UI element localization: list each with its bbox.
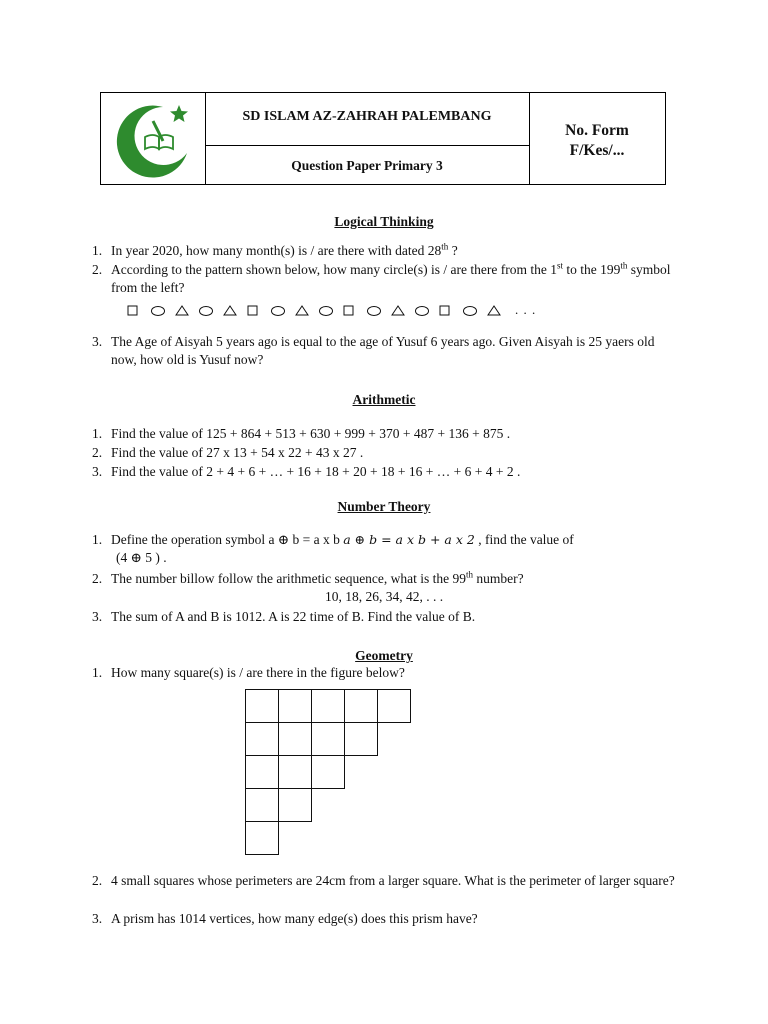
question-number: 2. (92, 262, 103, 277)
question-arithmetic-2 (92, 444, 682, 462)
superscript: th (441, 241, 449, 252)
pattern-circle (272, 307, 285, 316)
form-number-cell (529, 93, 665, 184)
form-label: No. Form (565, 122, 629, 139)
question-text-mid: to the 199 (563, 262, 621, 277)
question-logical-2 (92, 261, 682, 297)
question-text: The Age of Aisyah 5 years ago is equal to the age of Yusuf 6 years ago. Given Aisyah is 25 yaers old now, how old is Yusuf now? (111, 334, 655, 367)
question-geometry-3 (92, 910, 682, 928)
question-number: 1. (92, 532, 103, 547)
form-code: F/Kes/... (569, 142, 625, 159)
grid-cell (312, 756, 345, 789)
question-geometry-1 (92, 664, 682, 682)
question-number-theory-1 (92, 531, 682, 567)
question-number: 1. (92, 665, 103, 680)
superscript: th (620, 260, 628, 271)
question-text-line2: (4 ⊕ 5 ) . (116, 550, 167, 565)
question-text-end: number? (473, 571, 524, 586)
question-text: 4 small squares whose perimeters are 24cm from a larger square. What is the perimeter of larger square? (111, 873, 675, 888)
question-number-theory-3 (92, 608, 682, 626)
pattern-square (248, 306, 257, 315)
math-expression: a ⊕ b = a x b + a x 2 (343, 532, 475, 547)
section-title-geometry: Geometry (355, 648, 413, 663)
paper-title: Question Paper Primary 3 (291, 158, 443, 173)
pattern-circle (152, 307, 165, 316)
grid-cell (279, 690, 312, 723)
question-text: How many square(s) is / are there in the figure below? (111, 665, 405, 680)
grid-cell (279, 723, 312, 756)
question-number: 2. (92, 571, 103, 586)
question-text: A prism has 1014 vertices, how many edge(s) does this prism have? (111, 911, 478, 926)
question-text: Find the value of 27 x 13 + 54 x 22 + 43 x 27 . (111, 445, 364, 460)
pattern-circle (320, 307, 333, 316)
school-name: SD ISLAM AZ-ZAHRAH PALEMBANG (242, 109, 492, 124)
pattern-circle (416, 307, 429, 316)
question-number: 3. (92, 911, 103, 926)
superscript: st (556, 260, 563, 271)
question-geometry-2 (92, 872, 682, 890)
question-text: The number billow follow the arithmetic sequence, what is the 99 (111, 571, 467, 586)
arithmetic-sequence: 10, 18, 26, 34, 42, . . . (324, 589, 444, 604)
pattern-circle (368, 307, 381, 316)
question-text-end: ? (448, 243, 458, 258)
pattern-square (128, 306, 137, 315)
pattern-triangle (392, 306, 404, 315)
question-number: 2. (92, 873, 103, 888)
pattern-triangle (488, 306, 500, 315)
question-number: 2. (92, 445, 103, 460)
pattern-triangle (224, 306, 236, 315)
grid-cell (312, 723, 345, 756)
pattern-circle (464, 307, 477, 316)
logo-cell (101, 93, 206, 184)
cell-divider (205, 145, 529, 146)
grid-cell (246, 789, 279, 822)
question-number: 3. (92, 609, 103, 624)
question-number: 1. (92, 243, 103, 258)
grid-cell (345, 723, 378, 756)
pattern-triangle (296, 306, 308, 315)
superscript: th (466, 569, 474, 580)
staircase-grid (245, 689, 415, 859)
question-text-end: , find the value of (474, 532, 574, 547)
grid-cell (246, 690, 279, 723)
grid-cell (246, 756, 279, 789)
question-text: According to the pattern shown below, how many circle(s) is / are there from the 1 (111, 262, 557, 277)
question-number-theory-2 (92, 570, 682, 588)
pattern-continuation: . . . (515, 302, 537, 317)
pattern-square (440, 306, 449, 315)
question-text: The sum of A and B is 1012. A is 22 time of B. Find the value of B. (111, 609, 476, 624)
grid-cell (279, 789, 312, 822)
question-logical-3 (92, 333, 682, 369)
pattern-circle (200, 307, 213, 316)
question-text-end: symbol from the left? (111, 262, 671, 295)
question-number: 3. (92, 464, 103, 479)
grid-cell (378, 690, 411, 723)
question-text: In year 2020, how many month(s) is / are there with dated 28 (111, 243, 442, 258)
section-title-logical: Logical Thinking (334, 214, 434, 229)
grid-cell (345, 690, 378, 723)
staircase-figure (245, 689, 415, 863)
question-arithmetic-1 (92, 425, 682, 443)
question-arithmetic-3 (92, 463, 682, 481)
question-text: Find the value of 2 + 4 + 6 + … + 16 + 18 + 20 + 18 + 16 + … + 6 + 4 + 2 . (111, 464, 521, 479)
question-text: Define the operation symbol a ⊕ b = a x b (111, 532, 344, 547)
grid-cell (312, 690, 345, 723)
grid-cell (246, 723, 279, 756)
question-number: 3. (92, 334, 103, 349)
grid-cell (279, 756, 312, 789)
pattern-triangle (176, 306, 188, 315)
section-title-number-theory: Number Theory (337, 499, 431, 514)
pattern-square (344, 306, 353, 315)
header-table (100, 92, 666, 185)
symbol-pattern-graphic (126, 302, 546, 320)
question-number: 1. (92, 426, 103, 441)
symbol-pattern (126, 302, 546, 324)
grid-cell (246, 822, 279, 855)
school-logo (101, 93, 205, 184)
school-info-cell (205, 93, 530, 184)
question-text: Find the value of 125 + 864 + 513 + 630 + 999 + 370 + 487 + 136 + 875 . (111, 426, 511, 441)
question-logical-1 (92, 242, 682, 260)
section-title-arithmetic: Arithmetic (352, 392, 416, 407)
